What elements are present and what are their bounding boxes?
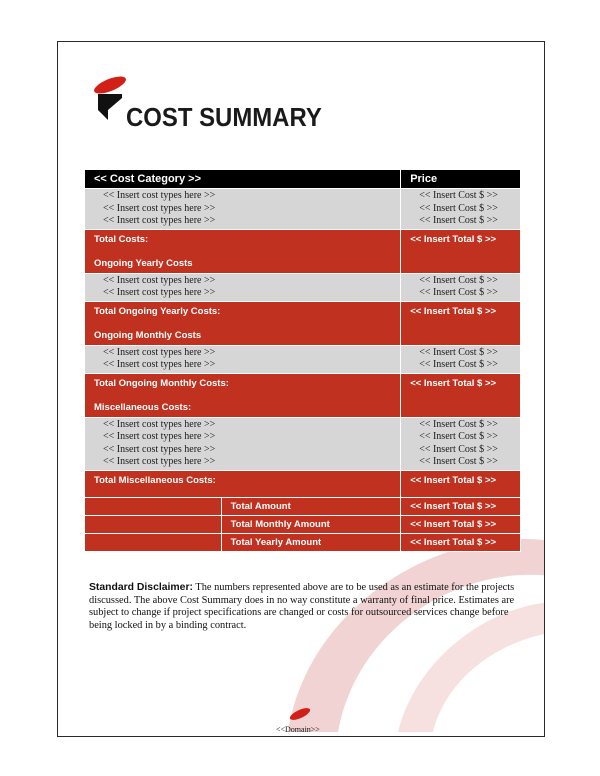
next-section-heading: Ongoing Yearly Costs	[94, 257, 193, 269]
cost-items-row	[85, 273, 521, 301]
cost-type-item: << Insert cost types here >>	[103, 190, 216, 201]
cost-items-cell	[85, 345, 401, 373]
section-total-label: Total Miscellaneous Costs:	[94, 474, 216, 486]
cost-prices-cell	[401, 417, 521, 470]
cost-price-item: << Insert Cost $ >>	[419, 202, 498, 214]
next-section-heading: Miscellaneous Costs:	[94, 401, 192, 413]
grand-total-label: Total Monthly Amount	[230, 518, 330, 530]
cost-items-cell	[85, 189, 401, 230]
cost-type-item: << Insert cost types here >>	[103, 346, 216, 358]
section-total-row	[85, 470, 521, 497]
cost-type-item: << Insert cost types here >>	[103, 431, 216, 442]
header-category-label: << Cost Category >>	[94, 173, 201, 185]
cost-items-row	[85, 345, 521, 373]
section-total-row	[85, 373, 521, 417]
cost-price-item: << Insert Cost $ >>	[419, 287, 498, 298]
cost-price-item: << Insert Cost $ >>	[419, 346, 498, 358]
section-total-label-cell	[85, 229, 401, 273]
grand-total-spacer	[85, 515, 222, 533]
section-total-value-cell	[401, 229, 521, 273]
grand-total-label-cell	[221, 515, 401, 533]
section-total-row	[85, 229, 521, 273]
disclaimer-text: The numbers represented above are to be used as an estimate for the projects discussed. The above Cost Summary does in no way constitute a warranty of final price. Estimates are subject to change if project specifications are changed or costs for outsourced services change before being locked in by a binding contract.	[89, 582, 515, 631]
cost-items-cell	[85, 273, 401, 301]
cost-type-item: << Insert cost types here >>	[103, 443, 216, 455]
page-title: COST SUMMARY	[126, 102, 322, 132]
cost-prices-cell	[401, 273, 521, 301]
section-total-value-cell	[401, 470, 521, 497]
cost-price-item: << Insert Cost $ >>	[419, 274, 498, 286]
grand-total-value: << Insert Total $ >>	[410, 536, 497, 548]
section-total-value: << Insert Total $ >>	[410, 233, 497, 245]
grand-total-label-cell	[221, 497, 401, 515]
cost-type-item: << Insert cost types here >>	[103, 456, 216, 467]
section-total-row	[85, 301, 521, 345]
table-header-row	[85, 170, 521, 189]
cost-price-item: << Insert Cost $ >>	[419, 215, 498, 226]
cost-prices-cell	[401, 189, 521, 230]
grand-total-label: Total Yearly Amount	[230, 536, 322, 548]
section-total-label-cell	[85, 373, 401, 417]
next-section-heading: Ongoing Monthly Costs	[94, 329, 202, 341]
section-total-value: << Insert Total $ >>	[410, 305, 497, 317]
grand-total-row	[85, 515, 521, 533]
section-total-value-cell	[401, 301, 521, 345]
cost-price-item: << Insert Cost $ >>	[419, 190, 498, 201]
cost-items-row	[85, 417, 521, 470]
cost-summary-table	[84, 169, 521, 552]
cost-price-item: << Insert Cost $ >>	[419, 359, 498, 370]
grand-total-row	[85, 497, 521, 515]
grand-total-spacer	[85, 497, 222, 515]
disclaimer	[89, 582, 519, 632]
section-total-label: Total Ongoing Monthly Costs:	[94, 377, 229, 389]
cost-type-item: << Insert cost types here >>	[103, 359, 216, 370]
footer-domain: <<Domain>>	[276, 725, 320, 734]
section-total-value: << Insert Total $ >>	[410, 377, 497, 389]
grand-total-label: Total Amount	[230, 500, 291, 512]
disclaimer-heading: Standard Disclaimer:	[89, 582, 193, 593]
cost-price-item: << Insert Cost $ >>	[419, 443, 498, 455]
cost-items-cell	[85, 417, 401, 470]
grand-total-value: << Insert Total $ >>	[410, 518, 497, 530]
cost-prices-cell	[401, 345, 521, 373]
section-total-label: Total Costs:	[94, 233, 149, 245]
section-total-value-cell	[401, 373, 521, 417]
header-category-cell	[85, 170, 401, 189]
grand-total-spacer	[85, 533, 222, 551]
cost-price-item: << Insert Cost $ >>	[419, 456, 498, 467]
cost-type-item: << Insert cost types here >>	[103, 287, 216, 298]
grand-total-value-cell	[401, 515, 521, 533]
grand-total-value: << Insert Total $ >>	[410, 500, 497, 512]
cost-type-item: << Insert cost types here >>	[103, 202, 216, 214]
header-price-cell	[401, 170, 521, 189]
section-total-label-cell	[85, 301, 401, 345]
cost-price-item: << Insert Cost $ >>	[419, 418, 498, 430]
footer-logo-icon	[287, 706, 313, 722]
grand-total-value-cell	[401, 533, 521, 551]
section-total-label: Total Ongoing Yearly Costs:	[94, 305, 221, 317]
cost-type-item: << Insert cost types here >>	[103, 418, 216, 430]
cost-price-item: << Insert Cost $ >>	[419, 431, 498, 442]
section-total-value: << Insert Total $ >>	[410, 474, 497, 486]
document-page	[57, 41, 545, 737]
cost-items-row	[85, 189, 521, 230]
cost-type-item: << Insert cost types here >>	[103, 215, 216, 226]
grand-total-value-cell	[401, 497, 521, 515]
header-price-label: Price	[410, 173, 438, 185]
grand-total-label-cell	[221, 533, 401, 551]
section-total-label-cell	[85, 470, 401, 497]
grand-total-row	[85, 533, 521, 551]
cost-type-item: << Insert cost types here >>	[103, 274, 216, 286]
